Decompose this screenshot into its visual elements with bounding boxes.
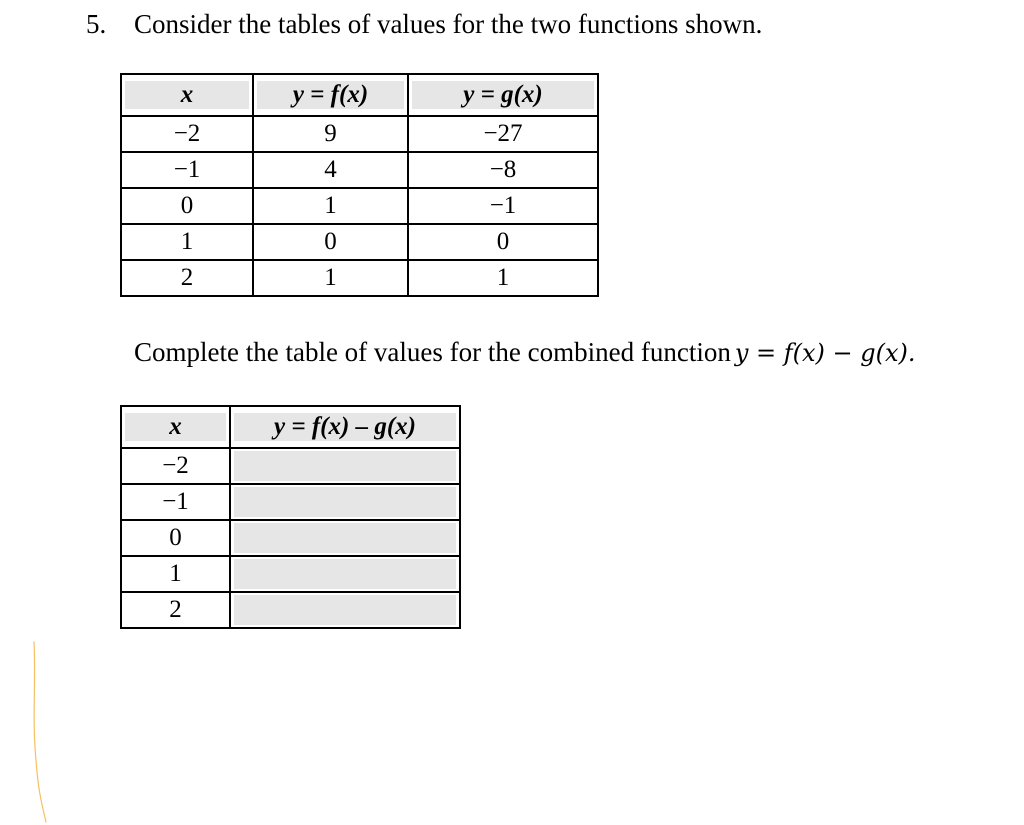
cell-g: −1 <box>408 188 598 224</box>
cell-g: 1 <box>408 260 598 296</box>
cell-f: 0 <box>253 224 408 260</box>
cell-f: 1 <box>253 260 408 296</box>
instruction-text <box>134 332 916 373</box>
table-row <box>121 520 460 556</box>
question-text: Consider the tables of values for the two functions shown. <box>134 9 763 39</box>
question-prompt <box>86 4 762 44</box>
question-number: 5. <box>86 9 107 39</box>
answer-cell[interactable] <box>230 520 460 556</box>
header-x: x <box>121 406 230 448</box>
combined-function-label: y = f(x) − g(x). <box>734 339 916 367</box>
table-row <box>121 556 460 592</box>
table-row <box>121 260 598 296</box>
cell-x: 0 <box>121 520 230 556</box>
cell-f: 1 <box>253 188 408 224</box>
cell-f: 4 <box>253 152 408 188</box>
combined-function-table <box>120 405 461 629</box>
cell-x: 0 <box>121 188 253 224</box>
cell-x: 1 <box>121 556 230 592</box>
table-header-row <box>121 74 598 116</box>
header-f: y = f(x) <box>253 74 408 116</box>
answer-cell[interactable] <box>230 592 460 628</box>
cell-x: 1 <box>121 224 253 260</box>
header-x: x <box>121 74 253 116</box>
cell-x: 2 <box>121 592 230 628</box>
answer-cell[interactable] <box>230 556 460 592</box>
cell-g: −8 <box>408 152 598 188</box>
answer-cell[interactable] <box>230 484 460 520</box>
cell-g: 0 <box>408 224 598 260</box>
table-row <box>121 448 460 484</box>
instruction-sentence: Complete the table of values for the combined function <box>134 337 731 367</box>
function-values-table <box>120 73 599 297</box>
cell-x: −2 <box>121 448 230 484</box>
table-header-row <box>121 406 460 448</box>
cell-x: 2 <box>121 260 253 296</box>
cell-x: −1 <box>121 484 230 520</box>
header-difference: y = f(x) – g(x) <box>230 406 460 448</box>
table-row <box>121 188 598 224</box>
table-row <box>121 224 598 260</box>
table-row <box>121 152 598 188</box>
header-g: y = g(x) <box>408 74 598 116</box>
pen-stroke-mark <box>28 640 58 825</box>
cell-g: −27 <box>408 116 598 152</box>
table-row <box>121 484 460 520</box>
cell-x: −2 <box>121 116 253 152</box>
cell-x: −1 <box>121 152 253 188</box>
answer-cell[interactable] <box>230 448 460 484</box>
table-row <box>121 592 460 628</box>
table-row <box>121 116 598 152</box>
cell-f: 9 <box>253 116 408 152</box>
